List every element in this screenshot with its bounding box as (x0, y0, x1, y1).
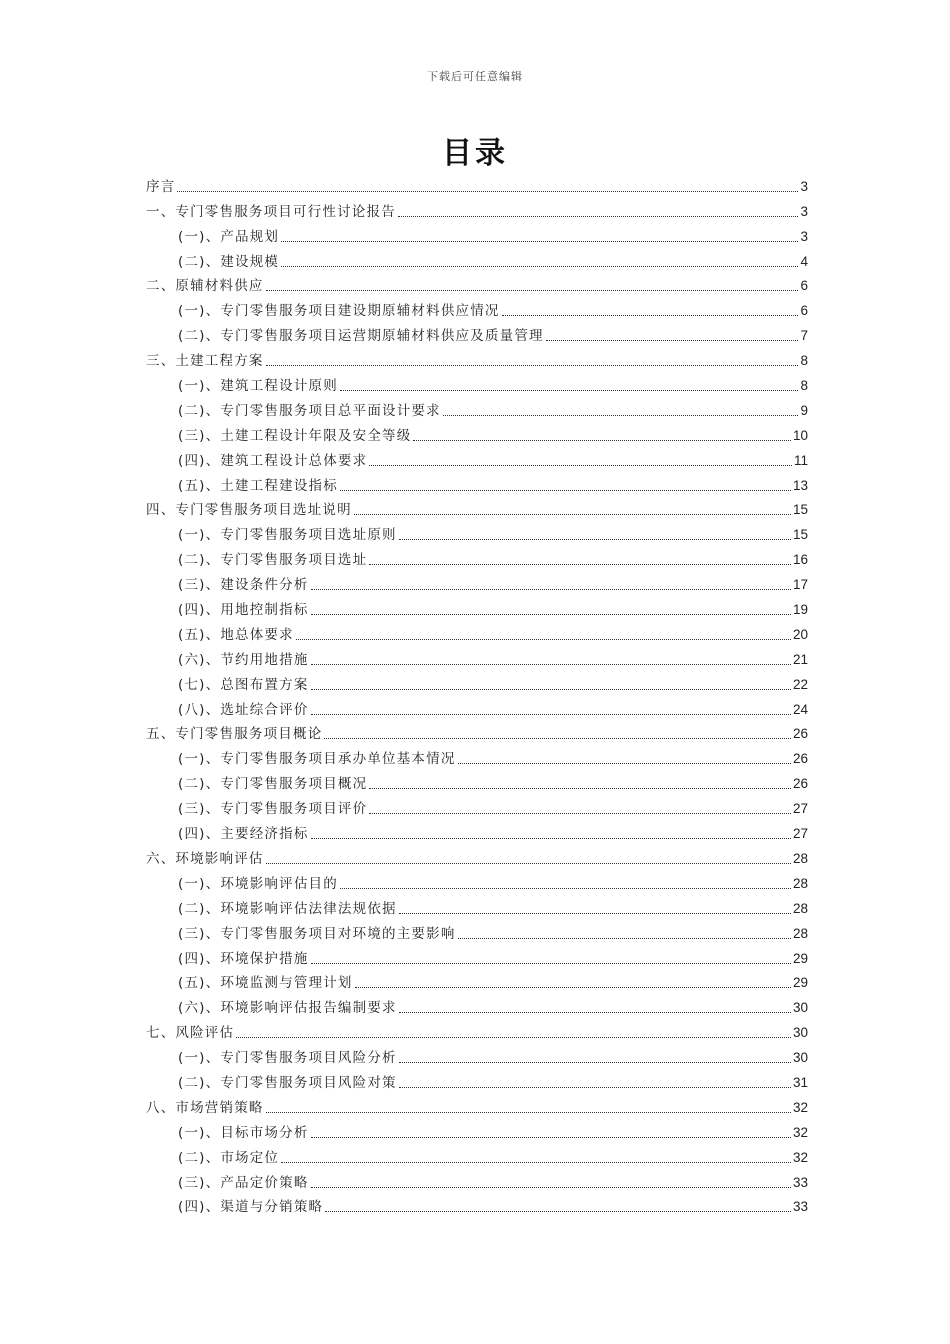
toc-page-number: 15 (792, 502, 808, 518)
toc-dot-leader (266, 290, 799, 291)
toc-section-entry[interactable] (146, 448, 808, 473)
toc-dot-leader (311, 1137, 791, 1138)
toc-section-entry[interactable] (146, 597, 808, 622)
toc-entry-label: (二)、专门零售服务项目风险对策 (178, 1074, 397, 1091)
toc-dot-leader (311, 714, 791, 715)
toc-entry-label: 四、专门零售服务项目选址说明 (146, 502, 352, 519)
toc-entry-label: 序言 (146, 178, 176, 195)
toc-dot-leader (458, 938, 791, 939)
toc-page-number: 27 (792, 826, 808, 842)
toc-section-entry[interactable] (146, 821, 808, 846)
toc-section-entry[interactable] (146, 647, 808, 672)
toc-page-number: 17 (792, 577, 808, 593)
toc-entry-label: (六)、节约用地措施 (178, 651, 309, 668)
toc-page-number: 28 (792, 900, 808, 916)
toc-page-number: 22 (792, 676, 808, 692)
toc-entry-label: (八)、选址综合评价 (178, 701, 309, 718)
toc-entry-label: 八、市场营销策略 (146, 1099, 264, 1116)
toc-entry-label: (三)、专门零售服务项目对环境的主要影响 (178, 925, 456, 942)
toc-entry-label: (五)、环境监测与管理计划 (178, 975, 353, 992)
toc-section-entry[interactable] (146, 697, 808, 722)
toc-dot-leader (281, 266, 798, 267)
toc-section-entry[interactable] (146, 373, 808, 398)
toc-dot-leader (324, 738, 791, 739)
toc-page-number: 21 (792, 651, 808, 667)
toc-dot-leader (369, 465, 792, 466)
toc-dot-leader (325, 1211, 791, 1212)
toc-dot-leader (546, 340, 799, 341)
toc-entry-label: (二)、环境影响评估法律法规依据 (178, 900, 397, 917)
toc-page-number: 30 (792, 1050, 808, 1066)
toc-section-entry[interactable] (146, 398, 808, 423)
toc-page-number: 28 (792, 925, 808, 941)
toc-dot-leader (266, 863, 791, 864)
toc-entry-label: (三)、建设条件分析 (178, 577, 309, 594)
toc-dot-leader (354, 514, 791, 515)
toc-page-number: 26 (792, 726, 808, 742)
toc-dot-leader (355, 987, 791, 988)
toc-entry-label: 一、专门零售服务项目可行性讨论报告 (146, 203, 396, 220)
toc-entry-label: (一)、产品规划 (178, 228, 280, 245)
toc-section-entry[interactable] (146, 473, 808, 498)
toc-page-number: 31 (792, 1074, 808, 1090)
toc-entry-label: (二)、建设规模 (178, 253, 280, 270)
toc-page-number: 6 (800, 278, 808, 294)
toc-chapter-entry[interactable] (146, 274, 808, 299)
toc-section-entry[interactable] (146, 672, 808, 697)
toc-entry-label: 五、专门零售服务项目概论 (146, 726, 323, 743)
toc-page-number: 26 (792, 776, 808, 792)
toc-section-entry[interactable] (146, 746, 808, 771)
toc-page-number: 3 (800, 228, 808, 244)
toc-dot-leader (458, 763, 791, 764)
toc-section-entry[interactable] (146, 1195, 808, 1220)
toc-dot-leader (311, 689, 791, 690)
toc-entry-label: (三)、产品定价策略 (178, 1174, 309, 1191)
toc-dot-leader (399, 1062, 791, 1063)
toc-dot-leader (399, 539, 791, 540)
toc-section-entry[interactable] (146, 896, 808, 921)
toc-dot-leader (399, 1087, 791, 1088)
toc-chapter-entry[interactable] (146, 1095, 808, 1120)
toc-section-entry[interactable] (146, 622, 808, 647)
toc-dot-leader (281, 241, 798, 242)
toc-entry-label: (三)、土建工程设计年限及安全等级 (178, 427, 412, 444)
toc-dot-leader (413, 440, 791, 441)
toc-dot-leader (311, 838, 791, 839)
toc-dot-leader (369, 813, 791, 814)
toc-page-number: 29 (792, 975, 808, 991)
toc-section-entry[interactable] (146, 921, 808, 946)
toc-section-entry[interactable] (146, 1145, 808, 1170)
toc-entry-label: 三、土建工程方案 (146, 353, 264, 370)
toc-page-number: 27 (792, 801, 808, 817)
toc-dot-leader (369, 788, 791, 789)
toc-chapter-entry[interactable] (146, 498, 808, 523)
toc-page-number: 26 (792, 751, 808, 767)
toc-entry-label: 六、环境影响评估 (146, 850, 264, 867)
toc-entry-label: (二)、市场定位 (178, 1149, 280, 1166)
toc-section-entry[interactable] (146, 323, 808, 348)
toc-page-number: 16 (792, 552, 808, 568)
toc-page-number: 33 (792, 1174, 808, 1190)
toc-dot-leader (177, 191, 798, 192)
toc-page-number: 32 (792, 1099, 808, 1115)
toc-dot-leader (266, 1112, 791, 1113)
header-note: 下载后可任意编辑 (427, 70, 523, 83)
toc-section-entry[interactable] (146, 1045, 808, 1070)
toc-page-number: 6 (800, 303, 808, 319)
toc-section-entry[interactable] (146, 1170, 808, 1195)
toc-section-entry[interactable] (146, 572, 808, 597)
toc-entry-label: (二)、专门零售服务项目概况 (178, 776, 368, 793)
toc-page-number: 4 (800, 253, 808, 269)
toc-page-number: 33 (792, 1199, 808, 1215)
toc-chapter-entry[interactable] (146, 846, 808, 871)
toc-section-entry[interactable] (146, 946, 808, 971)
toc-dot-leader (443, 415, 799, 416)
toc-section-entry[interactable] (146, 971, 808, 996)
toc-dot-leader (369, 564, 791, 565)
toc-chapter-entry[interactable] (146, 199, 808, 224)
toc-entry-label: (六)、环境影响评估报告编制要求 (178, 1000, 397, 1017)
toc-entry-label: (五)、土建工程建设指标 (178, 477, 338, 494)
toc-page-number: 24 (792, 701, 808, 717)
toc-dot-leader (281, 1162, 791, 1163)
toc-dot-leader (311, 1187, 791, 1188)
toc-section-entry[interactable] (146, 995, 808, 1020)
toc-page-number: 3 (800, 203, 808, 219)
toc-entry-label: (四)、主要经济指标 (178, 826, 309, 843)
toc-section-entry[interactable] (146, 249, 808, 274)
toc-dot-leader (340, 490, 791, 491)
toc-section-entry[interactable] (146, 871, 808, 896)
toc-chapter-entry[interactable] (146, 722, 808, 747)
toc-entry-label: (一)、专门零售服务项目选址原则 (178, 527, 397, 544)
toc-entry-label: (二)、专门零售服务项目总平面设计要求 (178, 402, 441, 419)
toc-page-number: 29 (792, 950, 808, 966)
toc-entry-label: (一)、目标市场分析 (178, 1124, 309, 1141)
toc-page-number: 8 (800, 353, 808, 369)
toc-entry-label: (一)、专门零售服务项目承办单位基本情况 (178, 751, 456, 768)
toc-dot-leader (266, 365, 799, 366)
toc-dot-leader (311, 664, 791, 665)
toc-dot-leader (398, 216, 799, 217)
toc-section-entry[interactable] (146, 796, 808, 821)
toc-entry-label: (一)、环境影响评估目的 (178, 875, 338, 892)
toc-dot-leader (340, 390, 799, 391)
toc-entry-label: 七、风险评估 (146, 1025, 235, 1042)
toc-dot-leader (236, 1037, 791, 1038)
toc-page-number: 3 (800, 178, 808, 194)
toc-dot-leader (399, 1012, 791, 1013)
toc-entry-label: (四)、渠道与分销策略 (178, 1199, 324, 1216)
toc-dot-leader (502, 315, 799, 316)
toc-page-number: 11 (793, 452, 808, 468)
toc-page-number: 15 (792, 527, 808, 543)
toc-dot-leader (296, 639, 791, 640)
toc-entry-label: (一)、建筑工程设计原则 (178, 378, 338, 395)
toc-page-number: 19 (792, 602, 808, 618)
toc-chapter-entry[interactable] (146, 348, 808, 373)
toc-chapter-entry[interactable] (146, 1020, 808, 1045)
toc-chapter-entry[interactable] (146, 174, 808, 199)
toc-entry-label: (一)、专门零售服务项目风险分析 (178, 1050, 397, 1067)
toc-section-entry[interactable] (146, 1120, 808, 1145)
toc-section-entry[interactable] (146, 423, 808, 448)
toc-entry-label: (四)、环境保护措施 (178, 950, 309, 967)
toc-entry-label: (四)、用地控制指标 (178, 602, 309, 619)
toc-title: 目录 (442, 136, 508, 171)
toc-section-entry[interactable] (146, 522, 808, 547)
toc-page-number: 13 (792, 477, 808, 493)
toc-page-number: 8 (800, 378, 808, 394)
toc-dot-leader (311, 963, 791, 964)
toc-section-entry[interactable] (146, 224, 808, 249)
toc-dot-leader (311, 589, 791, 590)
toc-page-number: 30 (792, 1025, 808, 1041)
toc-entry-label: 二、原辅材料供应 (146, 278, 264, 295)
toc-section-entry[interactable] (146, 547, 808, 572)
toc-dot-leader (399, 913, 791, 914)
toc-section-entry[interactable] (146, 771, 808, 796)
toc-page-number: 28 (792, 875, 808, 891)
toc-entry-label: (二)、专门零售服务项目选址 (178, 552, 368, 569)
toc-page-number: 30 (792, 1000, 808, 1016)
toc-entry-label: (五)、地总体要求 (178, 626, 294, 643)
toc-entry-label: (二)、专门零售服务项目运营期原辅材料供应及质量管理 (178, 328, 544, 345)
toc-section-entry[interactable] (146, 298, 808, 323)
toc-page-number: 20 (792, 626, 808, 642)
table-of-contents (146, 174, 808, 1219)
toc-entry-label: (七)、总图布置方案 (178, 676, 309, 693)
toc-page-number: 10 (792, 427, 808, 443)
toc-page-number: 9 (800, 402, 808, 418)
toc-page-number: 7 (800, 328, 808, 344)
toc-page-number: 28 (792, 850, 808, 866)
toc-entry-label: (三)、专门零售服务项目评价 (178, 801, 368, 818)
toc-dot-leader (311, 614, 791, 615)
toc-page-number: 32 (792, 1149, 808, 1165)
toc-dot-leader (340, 888, 791, 889)
toc-entry-label: (四)、建筑工程设计总体要求 (178, 452, 368, 469)
toc-section-entry[interactable] (146, 1070, 808, 1095)
toc-page-number: 32 (792, 1124, 808, 1140)
toc-entry-label: (一)、专门零售服务项目建设期原辅材料供应情况 (178, 303, 500, 320)
